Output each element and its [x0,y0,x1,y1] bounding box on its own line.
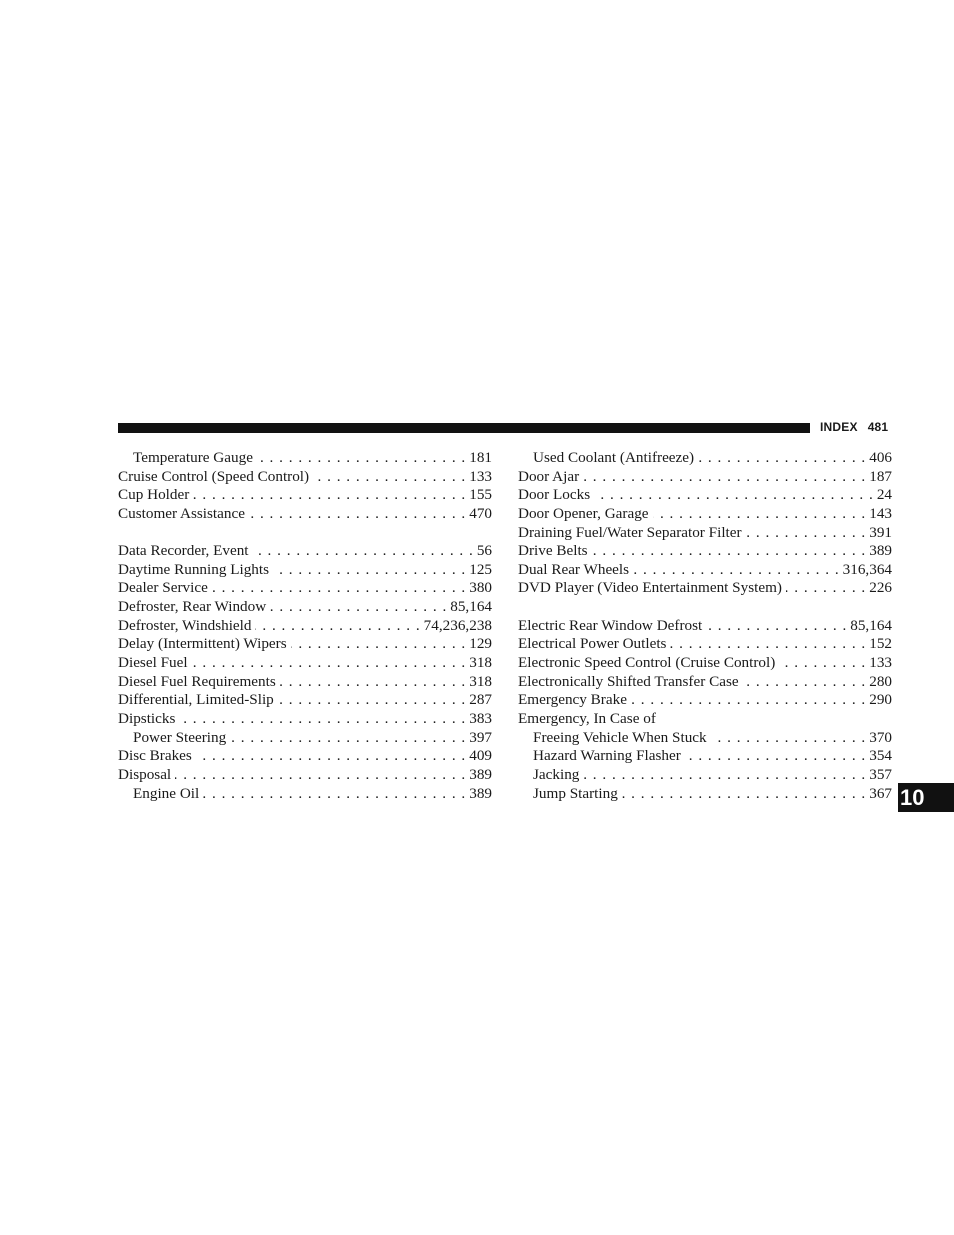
section-label: INDEX [820,420,858,434]
index-entry [118,766,492,785]
index-entry [118,673,492,692]
dot-leader [313,468,465,487]
page-number: 481 [867,420,889,434]
dot-leader [631,691,865,710]
index-term: Freeing Vehicle When Stuck [533,728,707,746]
index-subentry [118,449,492,468]
index-term: Electronic Speed Control (Cruise Control) [518,654,776,672]
index-term: Cruise Control (Speed Control) [118,467,310,485]
index-term: Differential, Limited-Slip [118,691,274,709]
dot-leader [583,468,865,487]
dot-leader [193,486,465,505]
index-entry [518,486,892,505]
index-term: Disposal [118,765,172,783]
index-page-ref: 280 [869,672,892,690]
index-page-ref: 318 [469,672,492,690]
dot-leader [291,635,466,654]
index-term: Jacking [533,765,580,783]
index-page-ref: 125 [469,560,492,578]
index-term: Defroster, Rear Window [118,598,267,616]
index-page-ref: 24 [876,486,892,504]
index-column-left [118,449,492,803]
index-entry [518,673,892,692]
index-entry [518,617,892,636]
index-subentry [518,766,892,785]
index-term: Door Opener, Garage [518,504,649,522]
index-page-ref: 155 [469,486,492,504]
header-rule [118,423,810,433]
index-term: DVD Player (Video Entertainment System) [518,579,782,597]
index-page-ref: 380 [469,579,492,597]
index-term: Emergency Brake [518,691,627,709]
index-page-ref: 316,364 [842,560,892,578]
dot-leader [212,579,465,598]
index-page-ref: 409 [469,747,492,765]
index-entry [518,524,892,543]
index-entry [118,747,492,766]
index-entry [518,468,892,487]
index-page-ref: 354 [869,747,892,765]
index-entry [118,617,492,636]
index-term: Customer Assistance [118,504,245,522]
index-term: Hazard Warning Flasher [533,747,681,765]
index-page-ref: 287 [469,691,492,709]
index-column-right [518,449,892,803]
dot-leader [743,673,866,692]
index-page-ref: 85,164 [850,616,892,634]
index-term: Door Locks [518,486,591,504]
index-page-ref: 470 [469,504,492,522]
index-term: Disc Brakes [118,747,192,765]
index-term: Electric Rear Window Defrost [518,616,703,634]
index-term: Defroster, Windshield [118,616,252,634]
index-term: Dealer Service [118,579,208,597]
index-entry [518,579,892,598]
index-term: Power Steering [133,728,227,746]
index-page-ref: 290 [869,691,892,709]
index-entry [118,598,492,617]
index-entry [518,635,892,654]
index-entry [518,542,892,561]
index-entry [518,691,892,710]
index-entry [118,486,492,505]
index-term: Emergency, In Case of [518,709,656,727]
dot-leader [786,579,865,598]
index-entry [518,710,892,729]
dot-leader [280,673,465,692]
index-page-ref: 318 [469,654,492,672]
dot-leader [175,766,465,785]
index-term: Draining Fuel/Water Separator Filter [518,523,742,541]
index-page-ref: 389 [869,542,892,560]
index-term: Dipsticks [118,709,176,727]
index-page-ref: 367 [869,784,892,802]
dot-leader [203,785,465,804]
dot-leader [179,710,465,729]
dot-leader [253,542,473,561]
dot-leader [670,635,865,654]
dot-leader [583,766,865,785]
index-page-ref: 391 [869,523,892,541]
index-page-ref: 389 [469,784,492,802]
index-term: Electrical Power Outlets [518,635,667,653]
index-page-ref: 383 [469,709,492,727]
index-term: Delay (Intermittent) Wipers [118,635,287,653]
index-page-ref: 181 [469,449,492,466]
dot-leader [592,542,866,561]
index-page-ref: 397 [469,728,492,746]
dot-leader [711,729,866,748]
index-page-ref: 74,236,238 [423,616,492,634]
dot-leader [706,617,846,636]
index-page-ref: 129 [469,635,492,653]
dot-leader [249,505,465,524]
index-page-ref: 357 [869,765,892,783]
dot-leader [255,617,419,636]
index-entry [518,561,892,580]
index-term: Door Ajar [518,467,580,485]
index-entry [118,505,492,524]
index-term: Engine Oil [133,784,200,802]
index-term: Jump Starting [533,784,618,802]
index-term: Cup Holder [118,486,190,504]
dot-leader [779,654,865,673]
index-term: Diesel Fuel Requirements [118,672,276,690]
index-term: Diesel Fuel [118,654,188,672]
index-page-ref: 226 [869,579,892,597]
dot-leader [698,449,865,468]
index-gap [118,524,492,543]
index-entry [518,505,892,524]
index-subentry [118,729,492,748]
index-page-ref: 85,164 [450,598,492,616]
dot-leader [653,505,866,524]
index-subentry [118,785,492,804]
dot-leader [622,785,865,804]
index-entry [118,635,492,654]
index-entry [118,468,492,487]
index-subentry [518,785,892,804]
index-subentry [518,729,892,748]
dot-leader [594,486,873,505]
dot-leader [257,449,465,468]
running-header [820,420,888,434]
dot-leader [230,729,465,748]
dot-leader [746,524,866,543]
index-page-ref: 370 [869,728,892,746]
index-entry [118,654,492,673]
index-entry [118,542,492,561]
index-page-ref: 187 [869,467,892,485]
index-page-ref: 56 [476,542,492,560]
dot-leader [278,691,465,710]
dot-leader [633,561,839,580]
dot-leader [685,747,865,766]
chapter-tab[interactable]: 10 [898,783,954,812]
dot-leader [192,654,466,673]
index-page-ref: 133 [469,467,492,485]
index-term: Used Coolant (Antifreeze) [533,449,695,466]
dot-leader [273,561,465,580]
dot-leader [270,598,446,617]
index-page-ref: 406 [869,449,892,466]
index-entry [518,654,892,673]
index-subentry [518,747,892,766]
index-term: Data Recorder, Event [118,542,249,560]
index-gap [518,598,892,617]
index-entry [118,691,492,710]
index-page-ref: 133 [869,654,892,672]
index-term: Dual Rear Wheels [518,560,630,578]
index-page-ref: 389 [469,765,492,783]
index-page-ref: 152 [869,635,892,653]
index-entry [118,561,492,580]
index-term: Electronically Shifted Transfer Case [518,672,739,690]
dot-leader [196,747,465,766]
index-subentry [518,449,892,468]
index-entry [118,579,492,598]
index-term: Daytime Running Lights [118,560,270,578]
index-page-ref: 143 [869,504,892,522]
index-term: Drive Belts [518,542,588,560]
index-term: Temperature Gauge [133,449,253,466]
index-entry [118,710,492,729]
